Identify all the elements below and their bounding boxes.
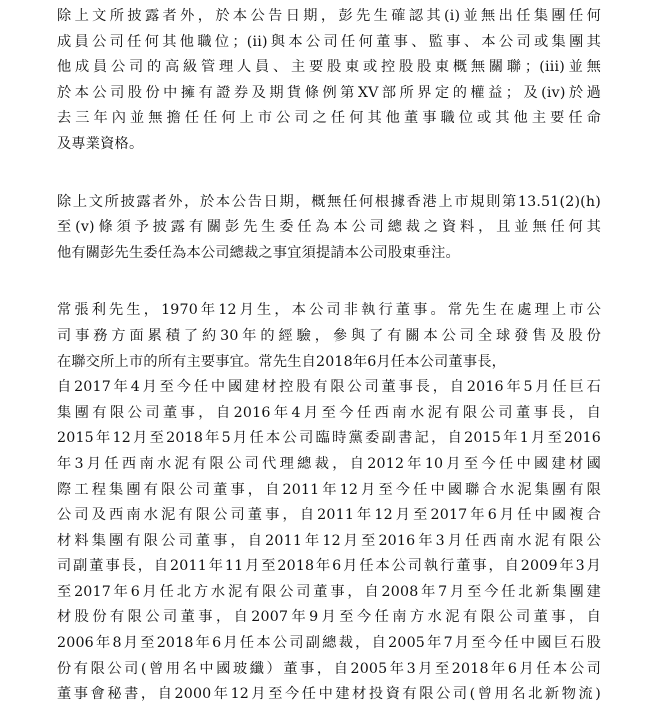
text-line: 材股份有限公司董事，自2007年9月至今任南方水泥有限公司董事，自 xyxy=(57,609,601,626)
text-line: 常張利先生，1970年12月生，本公司非執行董事。常先生在處理上市公 xyxy=(57,302,601,319)
text-line: 公司及西南水泥有限公司董事，自2011年12月至2017年6月任中國複合 xyxy=(57,507,601,524)
text-line: 至(v)條須予披露有關彭先生委任為本公司總裁之資料，且並無任何其 xyxy=(57,219,601,236)
text-line: 成員公司任何其他職位；(ii)與本公司任何董事、監事、本公司或集團其 xyxy=(57,33,601,50)
text-line: 除上文所披露者外，於本公告日期，彭先生確認其(i)並無出任集團任何 xyxy=(57,8,601,24)
text-line: 司事務方面累積了約30年的經驗，參與了有關本公司全球發售及股份 xyxy=(57,327,601,344)
paragraph-disclosure-confirmation xyxy=(57,4,601,158)
paragraph-director-biography xyxy=(57,298,601,708)
text-line: 及專業資格。 xyxy=(57,135,144,152)
text-line: 份有限公司(曾用名中國玻纖）董事，自2005年3月至2018年6月任本公司 xyxy=(57,660,601,677)
paragraph-no-further-disclosure xyxy=(57,190,601,267)
text-line: 2006年8月至2018年6月任本公司副總裁，自2005年7月至今任中國巨石股 xyxy=(57,635,601,652)
text-line: 於本公司股份中擁有證券及期貨條例第XV部所界定的權益；及(iv)於過 xyxy=(57,84,601,101)
text-line: 2015年12月至2018年5月任本公司臨時黨委副書記，自2015年1月至2016 xyxy=(57,430,601,447)
text-line: 年3月任西南水泥有限公司代理總裁，自2012年10月至今任中國建材國 xyxy=(57,455,601,472)
text-line: 際工程集團有限公司董事，自2011年12月至今任中國聯合水泥集團有限 xyxy=(57,481,601,498)
text-line: 至2017年6月任北方水泥有限公司董事，自2008年7月至今任北新集團建 xyxy=(57,583,601,600)
text-line: 在聯交所上市的所有主要事宜。常先生自2018年6月任本公司董事長， xyxy=(57,353,506,370)
text-line: 去三年內並無擔任任何上市公司之任何其他董事職位或其他主要任命 xyxy=(57,110,601,127)
text-line: 自2017年4月至今任中國建材控股有限公司董事長，自2016年5月任巨石 xyxy=(57,379,601,396)
text-line: 除上文所披露者外，於本公告日期，概無任何根據香港上市規則第13.51(2)(h) xyxy=(57,193,601,210)
text-line: 他成員公司的高級管理人員、主要股東或控股股東概無關聯；(iii)並無 xyxy=(57,59,601,76)
text-line: 材料集團有限公司董事，自2011年12月至2016年3月任西南水泥有限公 xyxy=(57,532,601,549)
text-line: 董事會秘書，自2000年12月至今任中建材投資有限公司(曾用名北新物流) xyxy=(57,686,601,703)
text-line: 他有關彭先生委任為本公司總裁之事宜須提請本公司股東垂注。 xyxy=(57,244,460,261)
announcement-page xyxy=(57,4,601,708)
text-line: 司副董事長，自2011年11月至2018年6月任本公司執行董事，自2009年3月 xyxy=(57,558,601,575)
text-line: 集團有限公司董事，自2016年4月至今任西南水泥有限公司董事長，自 xyxy=(57,404,601,421)
